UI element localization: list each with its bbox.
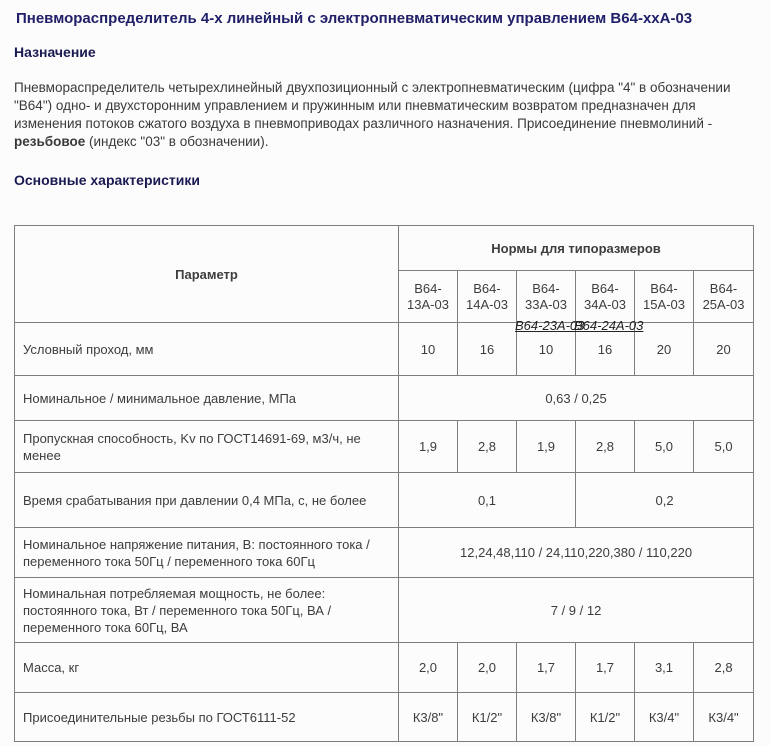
value-cell: К3/4": [635, 693, 694, 742]
model-header-b64-25a-03: В64-25А-03: [694, 271, 754, 323]
page-title: Пневмораспределитель 4-х линейный с электропневматическим управлением В64-ххА-03: [16, 10, 693, 27]
value-cell: К1/2": [576, 693, 635, 742]
model-label: В64-33А-03: [525, 280, 567, 312]
value-cell: 10: [399, 323, 458, 376]
value-cell: 0,1: [399, 473, 576, 528]
table-row-supply-voltage: [15, 528, 754, 578]
table-row-pressure: [15, 376, 754, 421]
table-row-power-consumption: [15, 578, 754, 643]
param-cell: Пропускная способность, Kv по ГОСТ14691-69, м3/ч, не менее: [15, 421, 399, 473]
param-cell: Номинальное напряжение питания, В: постоянного тока / переменного тока 50Гц / переменного тока 60Гц: [15, 528, 399, 578]
model-sublink-b64-24a-03[interactable]: В64-24А-03: [574, 318, 644, 333]
value-cell: 2,0: [399, 643, 458, 693]
param-cell: Условный проход, мм: [15, 323, 399, 376]
value-cell: 0,2: [576, 473, 754, 528]
value-cell: 16: [458, 323, 517, 376]
value-cell: 1,9: [517, 421, 576, 473]
model-header-b64-34a-03: [574, 271, 644, 333]
section-heading-characteristics: Основные характеристики: [14, 172, 200, 188]
value-cell: К3/8": [517, 693, 576, 742]
value-cell: 1,9: [399, 421, 458, 473]
value-cell: 5,0: [694, 421, 754, 473]
value-cell: 7 / 9 / 12: [399, 578, 754, 643]
value-cell: 1,7: [576, 643, 635, 693]
value-cell: 0,63 / 0,25: [399, 376, 754, 421]
param-cell: Номинальное / минимальное давление, МПа: [15, 376, 399, 421]
model-sublink-b64-23a-03[interactable]: В64-23А-03: [515, 318, 585, 333]
value-cell: К1/2": [458, 693, 517, 742]
model-header-b64-15a-03: В64-15А-03: [635, 271, 694, 323]
param-cell: Масса, кг: [15, 643, 399, 693]
param-cell: Номинальная потребляемая мощность, не более: постоянного тока, Вт / переменного тока 50Гц, ВА / переменного тока 60Гц, ВА: [15, 578, 399, 643]
value-cell: 20: [635, 323, 694, 376]
table-row-flow-capacity: [15, 421, 754, 473]
value-cell: 5,0: [635, 421, 694, 473]
value-cell: 3,1: [635, 643, 694, 693]
param-cell: Время срабатывания при давлении 0,4 МПа, с, не более: [15, 473, 399, 528]
value-cell: 1,7: [517, 643, 576, 693]
description-paragraph: [14, 79, 755, 151]
model-label: В64-34А-03: [584, 280, 626, 312]
norms-column-header: Нормы для типоразмеров: [399, 226, 754, 271]
value-cell: 12,24,48,110 / 24,110,220,380 / 110,220: [399, 528, 754, 578]
description-bold-word: резьбовое: [14, 134, 86, 149]
table-row-response-time: [15, 473, 754, 528]
value-cell: 16: [576, 323, 635, 376]
value-cell: 2,8: [694, 643, 754, 693]
value-cell: 20: [694, 323, 754, 376]
value-cell: 2,8: [458, 421, 517, 473]
table-header-row: [15, 226, 754, 271]
table-row-thread: [15, 693, 754, 742]
model-header-b64-13a-03: В64-13А-03: [399, 271, 458, 323]
model-header-b64-33a-03: [515, 271, 585, 333]
param-cell: Присоединительные резьбы по ГОСТ6111-52: [15, 693, 399, 742]
value-cell: 2,8: [576, 421, 635, 473]
description-text-after: (индекс "03" в обозначении).: [85, 134, 269, 149]
characteristics-table: [14, 225, 754, 742]
model-header-b64-14a-03: В64-14А-03: [458, 271, 517, 323]
value-cell: 10: [517, 323, 576, 376]
description-text-before: Пневмораспределитель четырехлинейный двухпозиционный с электропневматическим (цифра "4" в обозначении "В64") одно- и двухсторонним управлением и пружинным или пневматическим возвратом предназначен для изменения потоков сжатого воздуха в пневмоприводах различного назначения. Присоединение пневмолиний -: [14, 80, 731, 131]
value-cell: 2,0: [458, 643, 517, 693]
table-row-mass: [15, 643, 754, 693]
param-column-header: Параметр: [15, 226, 399, 323]
section-heading-purpose: Назначение: [14, 44, 96, 60]
value-cell: К3/4": [694, 693, 754, 742]
value-cell: К3/8": [399, 693, 458, 742]
